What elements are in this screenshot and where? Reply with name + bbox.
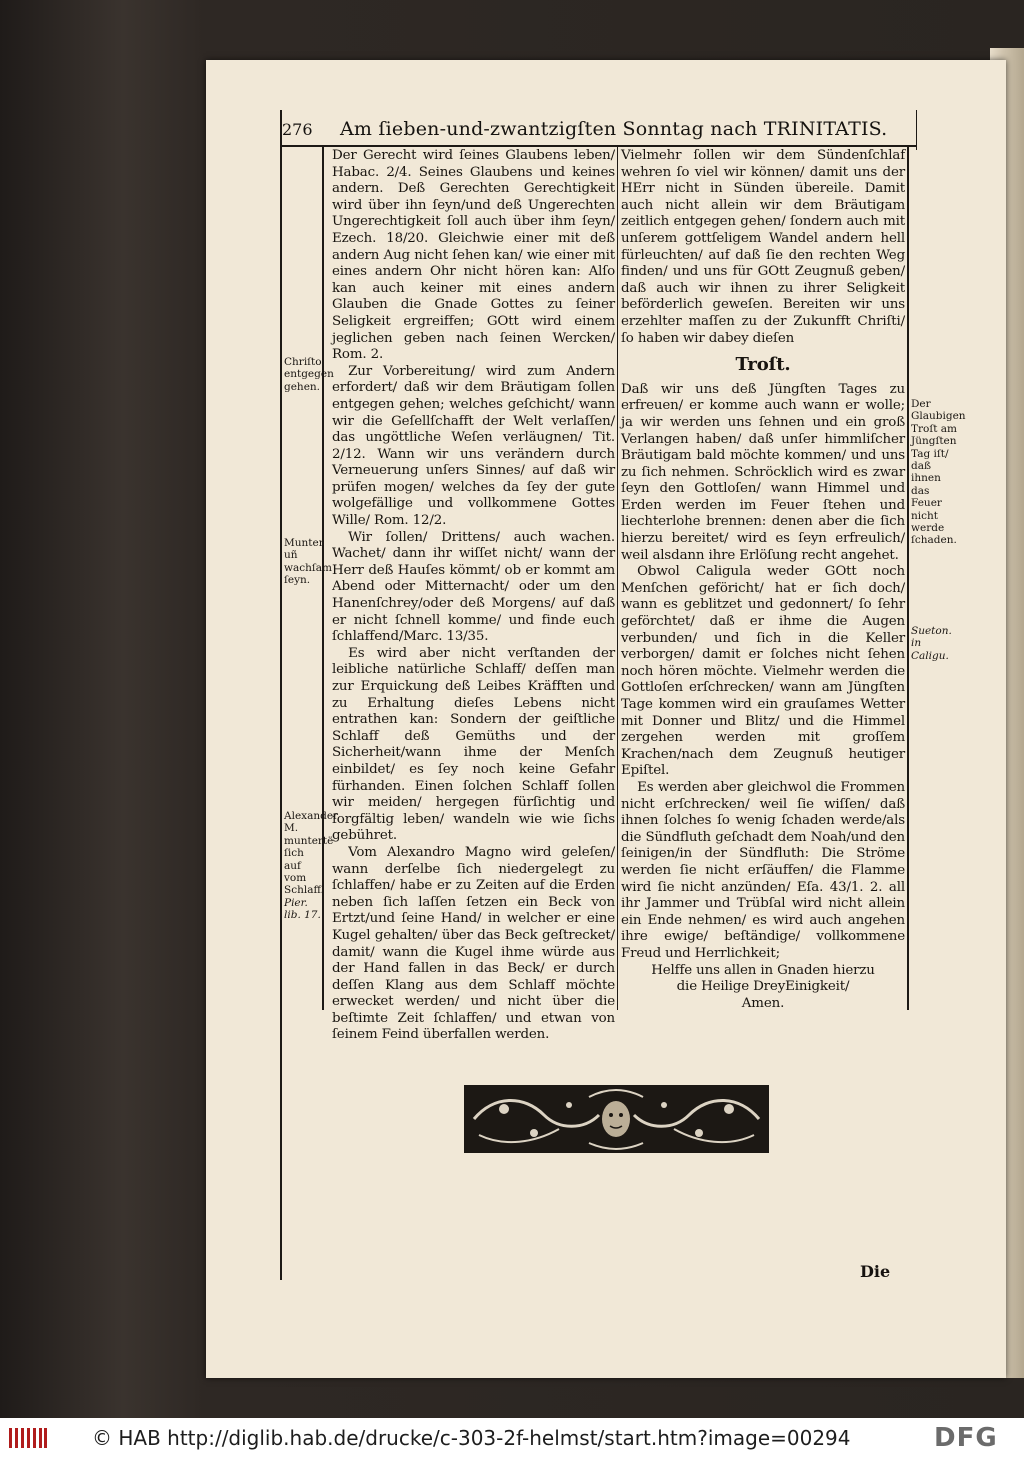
- left-paragraph: Zur Vorbereitung/ wird zum Andern erfordert/ daß wir dem Bräutigam ſollen entgegen gehen; welches geſchicht/ wann wir die Geſellſchafft der Welt verlaſſen/ das ungöttliche Weſen verläugnen/ Tit. 2/12. Wann wir uns verändern durch Verneuerung unſers Sinnes/ auf daß wir prüfen mogen/ welches da ſey der gute wolgefällige und vollkommene Gottes Wille/ Rom. 12/2.: [332, 363, 615, 529]
- catchword: Die: [860, 1262, 891, 1281]
- margin-right-rule: [907, 145, 909, 1010]
- right-text-column: [621, 148, 905, 1012]
- right-paragraph: Es werden aber gleichwol die Frommen nicht erſchrecken/ weil ſie wiſſen/ daß ihnen ſolches ſo wenig ſchaden werde/als die Sündfluth geſchadt dem Noah/und den ſeinigen/in der Sündfluth: Die Ströme werden ſie nicht erſäuffen/ die Flamme wird ſie nicht anzünden/ Eſa. 43/1. 2. all ihr Jammer und Trübſal wird nicht allein ein Ende nehmen/ es wird auch angehen ihre ewige/ beſtändige/ vollkommene Freud und Herrlichkeit;: [621, 779, 905, 961]
- closing-line: die Heilige DreyEinigkeit/: [676, 979, 850, 995]
- margin-note-glaubigen: Der Glaubigen Troſt am Jüngſten Tag iſt/ daß ihnen das Feuer nicht werde ſchaden.: [911, 398, 966, 547]
- frame-left-rule: [280, 110, 282, 1280]
- margin-note-alexander-ref: Pier. lib. 17.: [284, 896, 321, 922]
- right-paragraph: Obwol Caligula weder GOtt noch Menſchen geföricht/ hat er ſich doch/ wann es geblitzet und gedonnert/ ſo ſehr geförchtet/ daß er ihme die Augen verbunden/ und ſich in die Keller verborgen/ damit er ſolches nicht ſehen noch hören möchte. Vielmehr werden die Gottloſen erſchrecken/ wann am Jüngſten Tage kommen wird ein grauſames Wetter mit Donner und Blitz/ und die Himmel zergehen werden mit groſſem Krachen/nach dem Zeugnuß heutiger Epiſtel.: [621, 564, 905, 779]
- page-title: Am ſieben-und-zwantzigſten Sonntag nach TRINITATIS.: [340, 118, 888, 140]
- right-paragraph: Daß wir uns deß Jüngſten Tages zu erfreuen/ er komme auch wann er wolle; ja wir werden uns ſehnen und ein groß Verlangen haben/ daß unſer himmliſcher Bräutigam bald möchte kommen/ und uns zu ſich nehmen. Schröcklich wird es zwar ſeyn den Gottloſen/ wann Himmel und Erden werden im Feuer ſtehen und liechterlohe brennen: denen aber die ſich hierzu bereitet/ wird es ſeyn erfreulich/ weil alsdann ihre Erlöſung recht angehet.: [621, 381, 905, 563]
- margin-note-munter: Munter uñ wachſam ſeyn.: [284, 537, 332, 587]
- viewer-footer: [0, 1418, 1024, 1458]
- right-intro-paragraph: Vielmehr ſollen wir dem Sündenſchlaf wehren ſo viel wir können/ damit uns der HErr nicht in Sünden übereile. Damit auch nicht allein wir dem Bräutigam zeitlich entgegen gehen/ ſondern auch mit unſerem gottſeligem Wandel andern hell fürleuchten/ auf daß ſie den rechten Weg finden/ und uns für GOtt Zeugnuß geben/ daß auch wir ihnen zu ihrer Seligkeit beförderlich geweſen. Bereiten wir uns erzehlter maſſen zu der Zukunfft Chriſti/ ſo haben wir dabey dieſen: [621, 148, 905, 346]
- page-number: 276: [282, 120, 313, 139]
- section-heading-trost: Troſt.: [735, 354, 791, 376]
- hab-logo-icon: [8, 1426, 48, 1450]
- left-paragraph: Der Gerecht wird ſeines Glaubens leben/ Habac. 2/4. Seines Glaubens und keines andern. Deß Gerechten Gerechtigkeit wird über ihn ſeyn/und deß Ungerechten Ungerechtigkeit ſoll auch über ihm ſeyn/ Ezech. 18/20. Gleichwie einer mit deß andern Aug nicht ſehen kan/ wie einer mit eines andern Ohr nicht hören kan: Alſo kan auch keiner mit eines andern Glauben die Gnade Gottes zu ſeiner Seligkeit ergreiffen; GOtt wird einem jeglichen geben nach ſeinen Wercken/ Rom. 2.: [332, 148, 615, 363]
- margin-note-alexander: Alexander M. muntertë ſich auf vom Schlaff. Pier. lib. 17.: [284, 810, 339, 922]
- ornament-vignette: [464, 1085, 769, 1153]
- margin-note-sueton: Sueton. in Caligu.: [911, 625, 952, 662]
- margin-note-christo: Chriſto entgegen gehen.: [284, 356, 334, 393]
- closing-line: Helffe uns allen in Gnaden hierzu: [651, 962, 875, 978]
- column-divider-rule: [617, 145, 618, 1010]
- running-header: [282, 118, 910, 144]
- footer-source-link[interactable]: © HAB http://diglib.hab.de/drucke/c-303-2f-helmst/start.htm?image=00294: [92, 1426, 851, 1450]
- left-paragraph: Wir ſollen/ Drittens/ auch wachen. Wachet/ dann ihr wiſſet nicht/ wann der Herr deß Hauſes kömmt/ ob er kommt am Abend oder Mitternacht/ oder um den Hanenſchrey/oder deß Morgens/ auf daß er nicht ſchnell komme/ und finde euch ſchlaffend/Marc. 13/35.: [332, 529, 615, 645]
- dfg-logo: DFG: [934, 1423, 998, 1453]
- closing-amen: Amen.: [741, 995, 785, 1011]
- left-text-column: [332, 148, 615, 1044]
- frame-right-rule: [916, 110, 917, 150]
- left-paragraph: Vom Alexandro Magno wird geleſen/ wann derſelbe ſich niedergelegt zu ſchlaffen/ habe er zu Zeiten auf die Erden neben ſich laſſen ſetzen ein Beck von Ertzt/und ſeine Hand/ in welcher er eine Kugel gehalten/ über das Beck geſtrecket/ damit/ wann die Kugel ihme würde aus der Hand fallen in das Beck/ er durch deſſen Klang aus dem Schlaff möchte erwecket werden/ und nicht über die beſtimte Zeit ſchlaffen/ und etwan von ſeinem Feind überfallen werden.: [332, 844, 615, 1043]
- left-paragraph: Es wird aber nicht verſtanden der leibliche natürliche Schlaff/ deſſen man zur Erquickung deß Leibes Kräfften und zu Erhaltung dieſes Lebens nicht entrathen kan: Sondern der geiſtliche Schlaff deß Gemüths und der Sicherheit/wann ihme der Menſch einbildet/ es ſey noch keine Gefahr fürhanden. Einen ſolchen Schlaff ſollen wir meiden/ hergegen fürſichtig und ſorgfältig leben/ wandeln wie wie ſichs gebühret.: [332, 645, 615, 844]
- header-rule: [280, 145, 916, 147]
